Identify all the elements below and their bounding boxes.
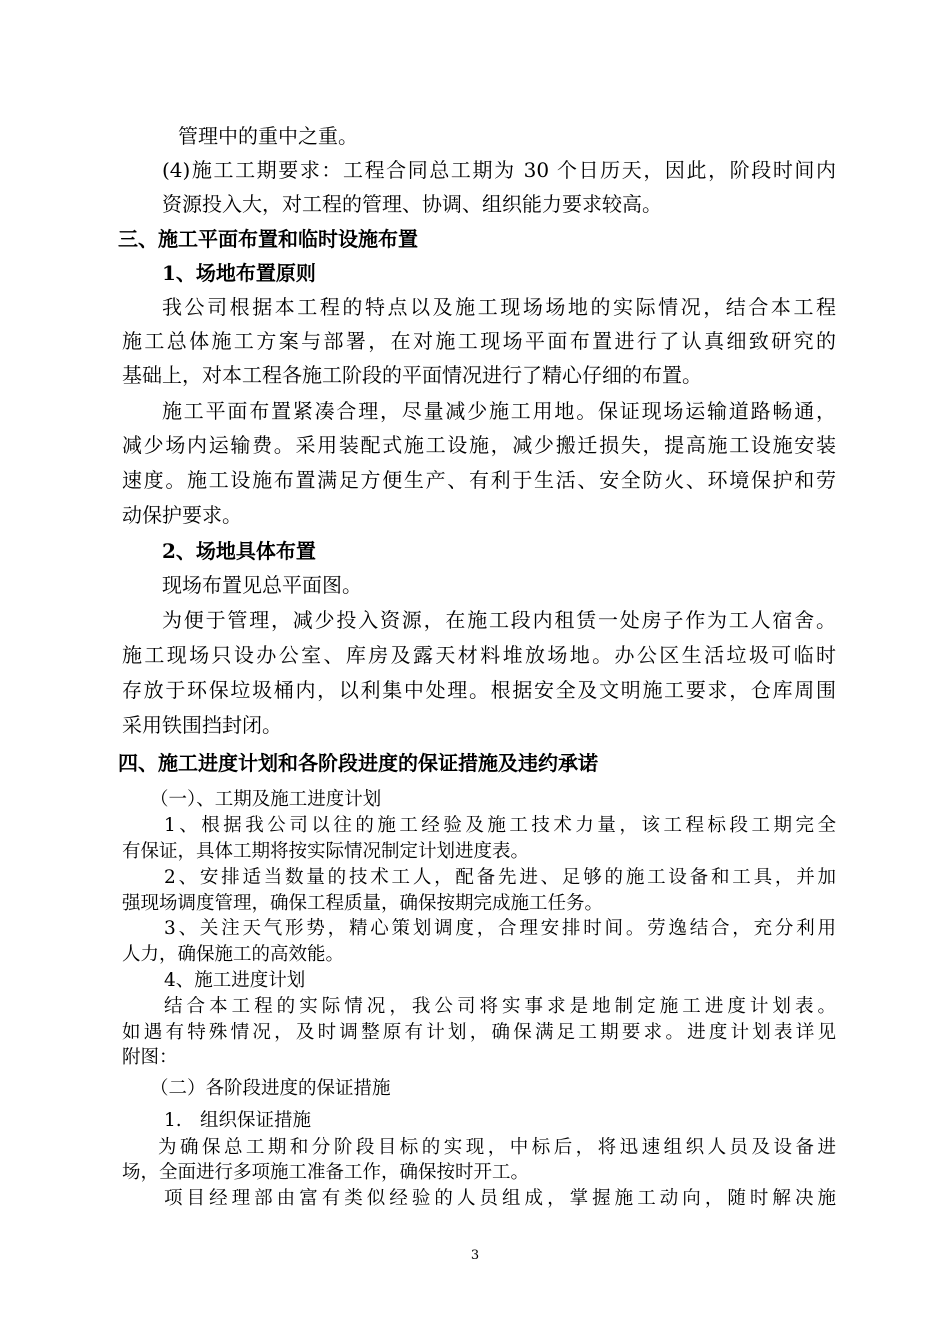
text-line: 采用铁围挡封闭。 [122,713,282,737]
text-line: 2、安排适当数量的技术工人，配备先进、足够的施工设备和工具，并加 [164,867,836,888]
text-line: 人力，确保施工的高效能。 [122,944,345,965]
subsection-heading: 1、场地布置原则 [162,261,316,285]
text-line: 有保证，具体工期将按实际情况制定计划进度表。 [122,841,530,862]
text-line: 基础上，对本工程各施工阶段的平面情况进行了精心仔细的布置。 [122,363,702,387]
text-line: 我公司根据本工程的特点以及施工现场场地的实际情况，结合本工程 [162,295,836,319]
measure-title: 组织保证措施 [200,1110,312,1131]
text-line: 强现场调度管理，确保工程质量，确保按期完成施工任务。 [122,893,604,914]
part-heading: （一）、工期及施工进度计划 [150,789,382,810]
text-line: 4、施工进度计划 [164,970,306,991]
page-number: 3 [470,1248,480,1263]
text-line: 动保护要求。 [122,503,242,527]
text-line: 施工平面布置紧凑合理，尽量减少施工用地。保证现场运输道路畅通， [162,399,836,423]
text-line: 现场布置见总平面图。 [162,573,362,597]
subsection-heading: 2、场地具体布置 [162,539,316,563]
text-line: 管理中的重中之重。 [178,124,358,148]
text-line: 施工总体施工方案与部署，在对施工现场平面布置进行了认真细致研究的 [122,329,836,353]
text-line: 附图： [122,1047,178,1068]
text-line: 资源投入大，对工程的管理、协调、组织能力要求较高。 [162,192,662,216]
text-line: 项目经理部由富有类似经验的人员组成，掌握施工动向，随时解决施 [164,1188,836,1209]
part-heading: （二）各阶段进度的保证措施 [150,1078,391,1099]
text-line: 存放于环保垃圾桶内，以利集中处理。根据安全及文明施工要求，仓库周围 [122,678,836,702]
text-line: 1、根据我公司以往的施工经验及施工技术力量，该工程标段工期完全 [164,815,836,836]
text-line: 为便于管理，减少投入资源，在施工段内租赁一处房子作为工人宿舍。 [162,608,836,632]
section-heading: 四、施工进度计划和各阶段进度的保证措施及违约承诺 [118,751,598,775]
text-line: 结合本工程的实际情况，我公司将实事求是地制定施工进度计划表。 [164,996,836,1017]
section-heading: 三、施工平面布置和临时设施布置 [118,227,418,251]
text-line: 3、关注天气形势，精心策划调度，合理安排时间。劳逸结合，充分利用 [164,918,836,939]
text-line: 如遇有特殊情况，及时调整原有计划，确保满足工期要求。进度计划表详见 [122,1022,836,1043]
text-line: 为确保总工期和分阶段目标的实现，中标后，将迅速组织人员及设备进 [158,1137,836,1158]
text-line: 减少场内运输费。采用装配式施工设施，减少搬迁损失，提高施工设施安装 [122,433,836,457]
text-line: 施工现场只设办公室、库房及露天材料堆放场地。办公区生活垃圾可临时 [122,643,836,667]
text-line: (4)施工工期要求：工程合同总工期为 30 个日历天，因此，阶段时间内 [162,158,836,182]
list-number: 1. [164,1110,182,1131]
text-line: 速度。施工设施布置满足方便生产、有利于生活、安全防火、环境保护和劳 [122,468,836,492]
text-line: 场，全面进行多项施工准备工作，确保按时开工。 [122,1162,530,1183]
